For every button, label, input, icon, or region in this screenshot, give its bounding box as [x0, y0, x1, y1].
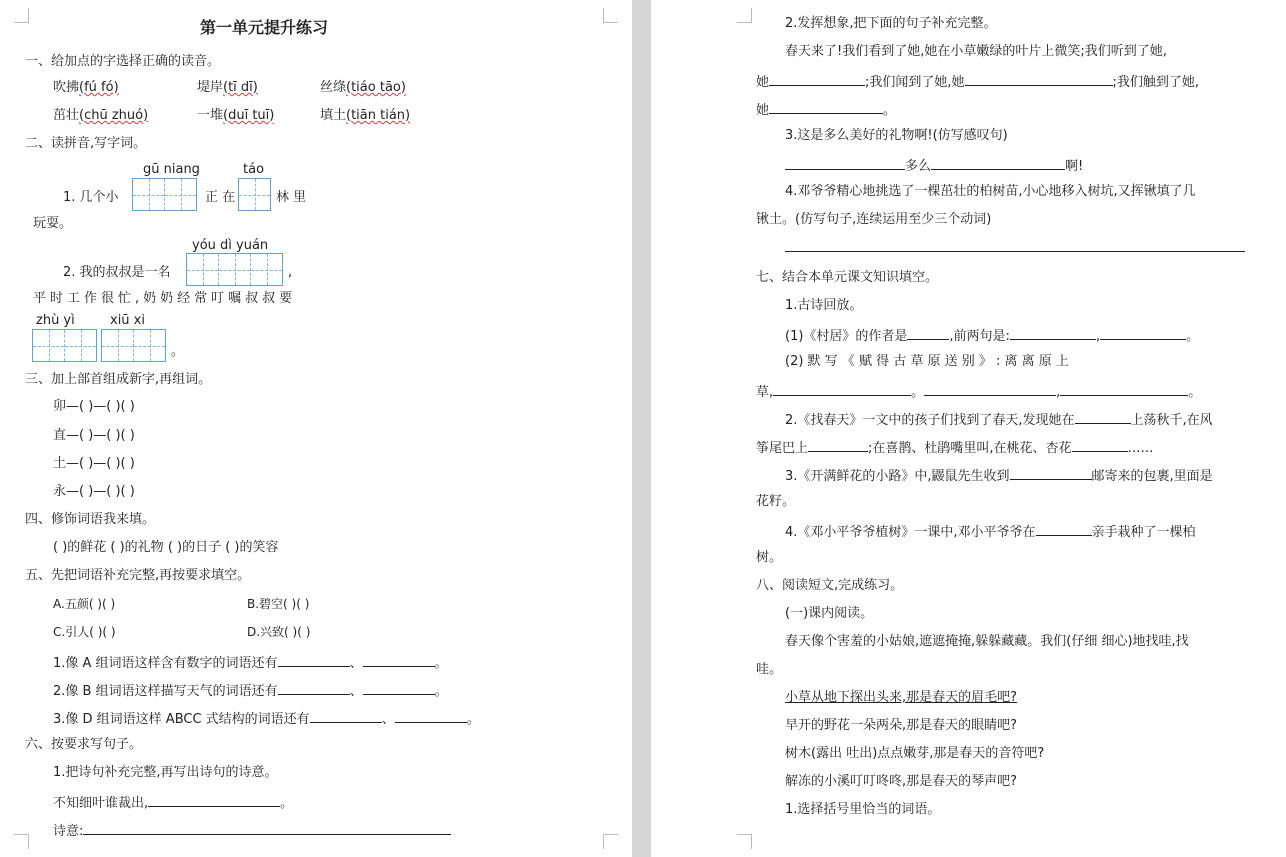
radical-row: 卯—( )—( )( ) — [53, 399, 135, 414]
page-title: 第一单元提升练习 — [200, 18, 329, 37]
question-text: , — [288, 265, 293, 280]
answer-blank[interactable] — [1036, 520, 1092, 536]
idiom-item-b: B.碧空( )( ) — [247, 597, 310, 611]
fill-line: 多么 啊! — [785, 154, 1083, 177]
writing-box-pair[interactable] — [132, 178, 197, 211]
pinyin-choice-item: 吹拂(fú fó) — [53, 80, 119, 95]
writing-grid — [186, 253, 283, 286]
section-5-heading: 五、先把词语补充完整,再按要求填空。 — [25, 568, 251, 583]
radical-row: 直—( )—( )( ) — [53, 428, 135, 443]
pinyin-choice-item: 丝绦(tiáo tāo) — [320, 80, 406, 95]
poem-meaning-line: 诗意: — [53, 819, 451, 842]
fill-line: 她 ;我们闻到了她,她 ;我们触到了她, — [756, 70, 1199, 93]
fill-line: 3.《开满鲜花的小路》中,鼹鼠先生收到 邮寄来的包裹,里面是 — [785, 464, 1213, 487]
page-corner-mark — [14, 834, 29, 849]
writing-box-single[interactable] — [238, 178, 271, 211]
section-6-heading: 六、按要求写句子。 — [25, 737, 143, 752]
fill-line: 2.《找春天》一文中的孩子们找到了春天,发现她在 上荡秋千,在风 — [785, 408, 1213, 431]
pinyin-label: táo — [243, 162, 265, 177]
page-corner-mark — [737, 8, 752, 23]
answer-blank[interactable] — [310, 707, 382, 723]
page-corner-mark — [603, 8, 618, 23]
answer-blank[interactable] — [773, 380, 911, 396]
answer-blank[interactable] — [1100, 324, 1186, 340]
answer-blank[interactable] — [965, 70, 1113, 86]
section-8-heading: 八、阅读短文,完成练习。 — [756, 578, 904, 593]
reading-paragraph: 哇。 — [756, 662, 783, 677]
section-2-heading: 二、读拼音,写字词。 — [25, 136, 147, 151]
writing-box-pair[interactable] — [101, 329, 166, 362]
fill-question: 2.像 B 组词语这样描写天气的词语还有 、 。 — [53, 679, 448, 702]
answer-blank[interactable] — [363, 679, 435, 695]
writing-box-pair[interactable] — [32, 329, 97, 362]
answer-blank[interactable] — [83, 819, 451, 835]
radical-row: 土—( )—( )( ) — [53, 456, 135, 471]
answer-blank[interactable] — [278, 651, 350, 667]
answer-blank[interactable] — [363, 651, 435, 667]
answer-blank[interactable] — [148, 791, 280, 807]
answer-blank[interactable] — [395, 707, 467, 723]
page-corner-mark — [14, 8, 29, 23]
answer-blank[interactable] — [1075, 408, 1131, 424]
answer-blank[interactable] — [1072, 436, 1128, 452]
question-text: 林 里 — [276, 190, 307, 205]
question-text: 玩耍。 — [33, 216, 73, 231]
answer-blank[interactable] — [769, 98, 883, 114]
answer-blank[interactable] — [785, 236, 1245, 252]
answer-line — [785, 236, 1245, 259]
question-text: 3.这是多么美好的礼物啊!(仿写感叹句) — [785, 128, 1008, 143]
answer-blank[interactable] — [931, 154, 1065, 170]
reading-paragraph-underlined: 小草从地下探出头来,那是春天的眉毛吧? — [785, 690, 1018, 705]
answer-blank[interactable] — [907, 324, 949, 340]
pinyin-choice-item: 堤岸(tī dī) — [197, 80, 258, 95]
answer-blank[interactable] — [1010, 324, 1096, 340]
fill-line: 她 。 — [756, 98, 896, 121]
pinyin-label: yóu dì yuán — [192, 238, 269, 253]
answer-blank[interactable] — [278, 679, 350, 695]
reading-paragraph: 春天像个害羞的小姑娘,遮遮掩掩,躲躲藏藏。我们(仔细 细心)地找哇,找 — [785, 634, 1189, 649]
answer-blank[interactable] — [769, 70, 865, 86]
question-text: 树。 — [756, 550, 783, 565]
fill-line: 草, 。 , 。 — [756, 380, 1201, 403]
question-text: 4.邓爷爷精心地挑选了一棵茁壮的柏树苗,小心地移入树坑,又挥锹填了几 — [785, 184, 1196, 199]
question-text: 平时工作很忙,奶奶经常叮嘱叔叔要 — [33, 291, 297, 306]
answer-blank[interactable] — [808, 436, 868, 452]
question-text: 锹土。(仿写句子,连续运用至少三个动词) — [756, 212, 992, 227]
section-4-heading: 四、修饰词语我来填。 — [25, 512, 156, 527]
pinyin-label: gū niang — [143, 162, 200, 177]
question-text: 1.古诗回放。 — [785, 298, 863, 313]
question-text: 1.把诗句补充完整,再写出诗句的诗意。 — [53, 765, 278, 780]
question-text: (2) 默 写 《 赋 得 古 草 原 送 别 》 : 离 离 原 上 — [785, 354, 1069, 369]
question-text: 。 — [171, 344, 185, 359]
worksheet-page-left — [0, 0, 632, 857]
question-text: 春天来了!我们看到了她,她在小草嫩绿的叶片上微笑;我们听到了她, — [785, 44, 1167, 59]
question-text: 花籽。 — [756, 494, 796, 509]
worksheet-page-right — [651, 0, 1286, 857]
answer-blank[interactable] — [1010, 464, 1092, 480]
writing-grid — [32, 329, 166, 362]
pinyin-label: zhù yì — [36, 313, 75, 328]
question-text: 1.选择括号里恰当的词语。 — [785, 802, 941, 817]
question-text: 1. 几个小 — [63, 190, 119, 205]
idiom-item-a: A.五颜( )( ) — [53, 597, 116, 611]
page-corner-mark — [737, 834, 752, 849]
fill-line: 4.《邓小平爷爷植树》一课中,邓小平爷爷在 亲手栽种了一棵柏 — [785, 520, 1196, 543]
section-7-heading: 七、结合本单元课文知识填空。 — [756, 270, 939, 285]
pinyin-choice-item: 填土(tiān tián) — [320, 108, 411, 123]
writing-grid — [238, 178, 271, 211]
section-3-heading: 三、加上部首组成新字,再组词。 — [25, 372, 212, 387]
answer-blank[interactable] — [785, 154, 905, 170]
modifier-fill-line: ( )的鲜花 ( )的礼物 ( )的日子 ( )的笑容 — [53, 540, 279, 555]
reading-paragraph: 树木(露出 吐出)点点嫩芽,那是春天的音符吧? — [785, 746, 1045, 761]
fill-question: 1.像 A 组词语这样含有数字的词语还有 、 。 — [53, 651, 448, 674]
pinyin-label: xiū xi — [110, 313, 145, 328]
fill-line: 筝尾巴上 ;在喜鹊、杜鹃嘴里叫,在桃花、杏花 …… — [756, 436, 1154, 459]
radical-row: 永—( )—( )( ) — [53, 484, 135, 499]
pinyin-choice-item: 茁壮(chū zhuó) — [53, 108, 149, 123]
section-1-heading: 一、给加点的字选择正确的读音。 — [25, 54, 221, 69]
poem-line: 不知细叶谁裁出, 。 — [53, 791, 293, 814]
answer-blank[interactable] — [924, 380, 1056, 396]
reading-paragraph: 解冻的小溪叮叮咚咚,那是春天的琴声吧? — [785, 774, 1018, 789]
answer-blank[interactable] — [1060, 380, 1188, 396]
question-text: 2. 我的叔叔是一名 — [63, 265, 171, 280]
page-corner-mark — [603, 834, 618, 849]
subsection-heading: (一)课内阅读。 — [785, 606, 874, 621]
fill-question: 3.像 D 组词语这样 ABCC 式结构的词语还有 、 。 — [53, 707, 480, 730]
reading-paragraph: 早开的野花一朵两朵,那是春天的眼睛吧? — [785, 718, 1018, 733]
pinyin-choice-item: 一堆(duī tuī) — [197, 108, 275, 123]
writing-grid — [132, 178, 197, 211]
fill-line: (1)《村居》的作者是 ,前两句是: , 。 — [785, 324, 1199, 347]
question-text: 正 在 — [205, 190, 236, 205]
idiom-item-c: C.引人( )( ) — [53, 625, 116, 639]
writing-box-triple[interactable] — [186, 253, 283, 286]
question-text: 2.发挥想象,把下面的句子补充完整。 — [785, 16, 997, 31]
idiom-item-d: D.兴致( )( ) — [247, 625, 311, 639]
